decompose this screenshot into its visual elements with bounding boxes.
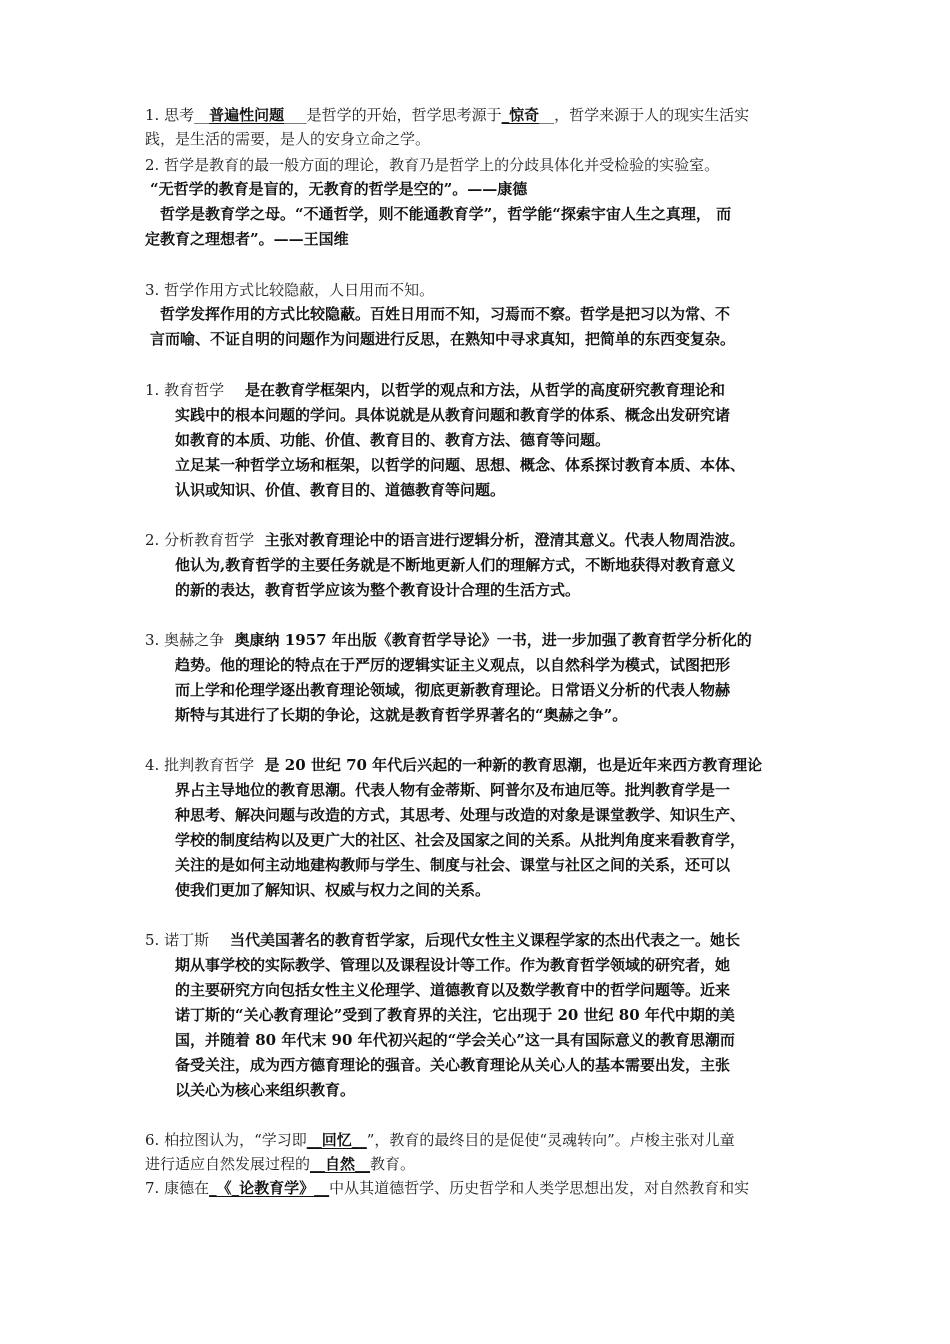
term-ohe-debate: 3. 奥赫之争 [145,631,225,649]
q6-line2-prefix: 进行适应自然发展过程的 [145,1155,311,1173]
line-36 [145,1152,415,1176]
line-24: 种思考、解决问题与改造的方式，其思考、处理与改造的对象是课堂教学、知识生产、 [175,806,746,824]
q1-middle: ___是哲学的开始，哲学思考源于 [284,106,502,124]
definition-start: 奥康纳 1957 年出版《教育哲学导论》一书，进一步加强了教育哲学分析化的 [234,631,752,649]
definition-start: 当代美国著名的教育哲学家，后现代女性主义课程学家的杰出代表之一。她长 [229,931,740,949]
line-18 [145,628,752,652]
line-37 [145,1176,749,1200]
term-noddings: 5. 诺丁斯 [145,931,210,949]
line-8: 哲学发挥作用的方式比较隐蔽。百姓日用而不知，习焉而不察。哲学是把习以为常、不 [160,305,731,323]
blank-pad: __ [194,106,210,124]
definition-start: 是 20 世纪 70 年代后兴起的一种新的教育思潮，也是近年来西方教育理论 [264,756,763,774]
line-35 [145,1128,735,1152]
line-3: 2. 哲学是教育的最一般方面的理论，教育乃是哲学上的分歧具体化并受检验的实验室。 [145,156,720,174]
line-29: 期从事学校的实际教学、管理以及课程设计等工作。作为教育哲学领域的研究者，她 [175,956,731,974]
line-5: 哲学是教育学之母。“不通哲学，则不能通教育学”，哲学能“探索宇宙人生之真理， 而 [160,205,732,223]
term-critical-philosophy: 4. 批判教育哲学 [145,756,255,774]
line-1 [145,103,749,127]
line-19: 趋势。他的理论的特点在于严厉的逻辑实证主义观点，以自然科学为模式，试图把形 [175,656,731,674]
line-9: 言而喻、不证自明的问题作为问题进行反思，在熟知中寻求真知，把简单的东西变复杂。 [150,330,736,348]
q6-suffix: ”，教育的最终目的是促使“灵魂转向”。卢梭主张对儿童 [366,1131,735,1149]
line-10 [145,378,725,402]
answer-wonder: _惊奇 [501,106,540,124]
q6-prefix: 6. 柏拉图认为，“学习即 [145,1131,307,1149]
line-34: 以关心为核心来组织教育。 [175,1081,356,1099]
line-22 [145,753,762,777]
definition-start: 主张对教育理论中的语言进行逻辑分析，澄清其意义。代表人物周浩波。 [264,531,745,549]
line-30: 的主要研究方向包括女性主义伦理学、道德教育以及数学教育中的哲学问题等。近来 [175,981,731,999]
answer-universal-problem: 普遍性问题 [209,106,285,124]
line-21: 斯特与其进行了长期的争论，这就是教育哲学界著名的“奥赫之争”。 [175,706,628,724]
line-12: 如教育的本质、功能、价值、教育目的、教育方法、德育等问题。 [175,431,611,449]
line-2: 践，是生活的需要，是人的安身立命之学。 [145,130,431,148]
line-14: 认识或知识、价值、教育目的、道德教育等问题。 [175,481,506,499]
answer-on-education: _《_论教育学》__ [209,1179,330,1197]
line-16: 他认为,教育哲学的主要任务就是不断地更新人们的理解方式，不断地获得对教育意义 [175,556,736,574]
answer-recollection: __回忆__ [306,1131,367,1149]
line-27: 使我们更加了解知识、权威与权力之间的关系。 [175,881,491,899]
line-32: 国，并随着 80 年代末 90 年代初兴起的“学会关心”这一具有国际意义的教育思潮而 [175,1031,735,1049]
line-7: 3. 哲学作用方式比较隐蔽，人日用而不知。 [145,281,435,299]
term-analytic-philosophy: 2. 分析教育哲学 [145,531,255,549]
line-13: 立足某一种哲学立场和框架，以哲学的问题、思想、概念、体系探讨教育本质、本体、 [175,456,746,474]
q7-prefix: 7. 康德在 [145,1179,210,1197]
quote-kant: “无哲学的教育是盲的，无教育的哲学是空的”。——康德 [150,180,528,198]
line-15 [145,528,745,552]
line-25: 学校的制度结构以及更广大的社区、社会及国家之间的关系。从批判角度来看教育学， [175,831,746,849]
line-17: 的新的表达，教育哲学应该为整个教育设计合理的生活方式。 [175,581,581,599]
q7-suffix: 中从其道德哲学、历史哲学和人类学思想出发，对自然教育和实 [329,1179,750,1197]
line-20: 而上学和伦理学逐出教育理论领域，彻底更新教育理论。日常语义分析的代表人物赫 [175,681,731,699]
line-11: 实践中的根本问题的学问。具体说就是从教育问题和教育学的体系、概念出发研究诸 [175,406,731,424]
line-31: 诺丁斯的“关心教育理论”受到了教育界的关注，它出现于 20 世纪 80 年代中期的美 [175,1006,735,1024]
line-23: 界占主导地位的教育思潮。代表人物有金蒂斯、阿普尔及布迪厄等。批判教育学是一 [175,781,731,799]
line-33: 备受关注，成为西方德育理论的强音。关心教育理论从关心人的基本需要出发，主张 [175,1056,731,1074]
line-26: 关注的是如何主动地建构教师与学生、制度与社会、课堂与社区之间的关系，还可以 [175,856,731,874]
definition-start: 是在教育学框架内，以哲学的观点和方法，从哲学的高度研究教育理论和 [244,381,725,399]
q1-suffix: __，哲学来源于人的现实生活实 [539,106,750,124]
q6-line2-suffix: 教育。 [370,1155,416,1173]
line-6: 定教育之理想者”。——王国维 [145,230,349,248]
line-28 [145,928,740,952]
answer-nature: __自然__ [310,1155,371,1173]
term-educational-philosophy: 1. 教育哲学 [145,381,225,399]
q1-prefix: 1. 思考 [145,106,195,124]
